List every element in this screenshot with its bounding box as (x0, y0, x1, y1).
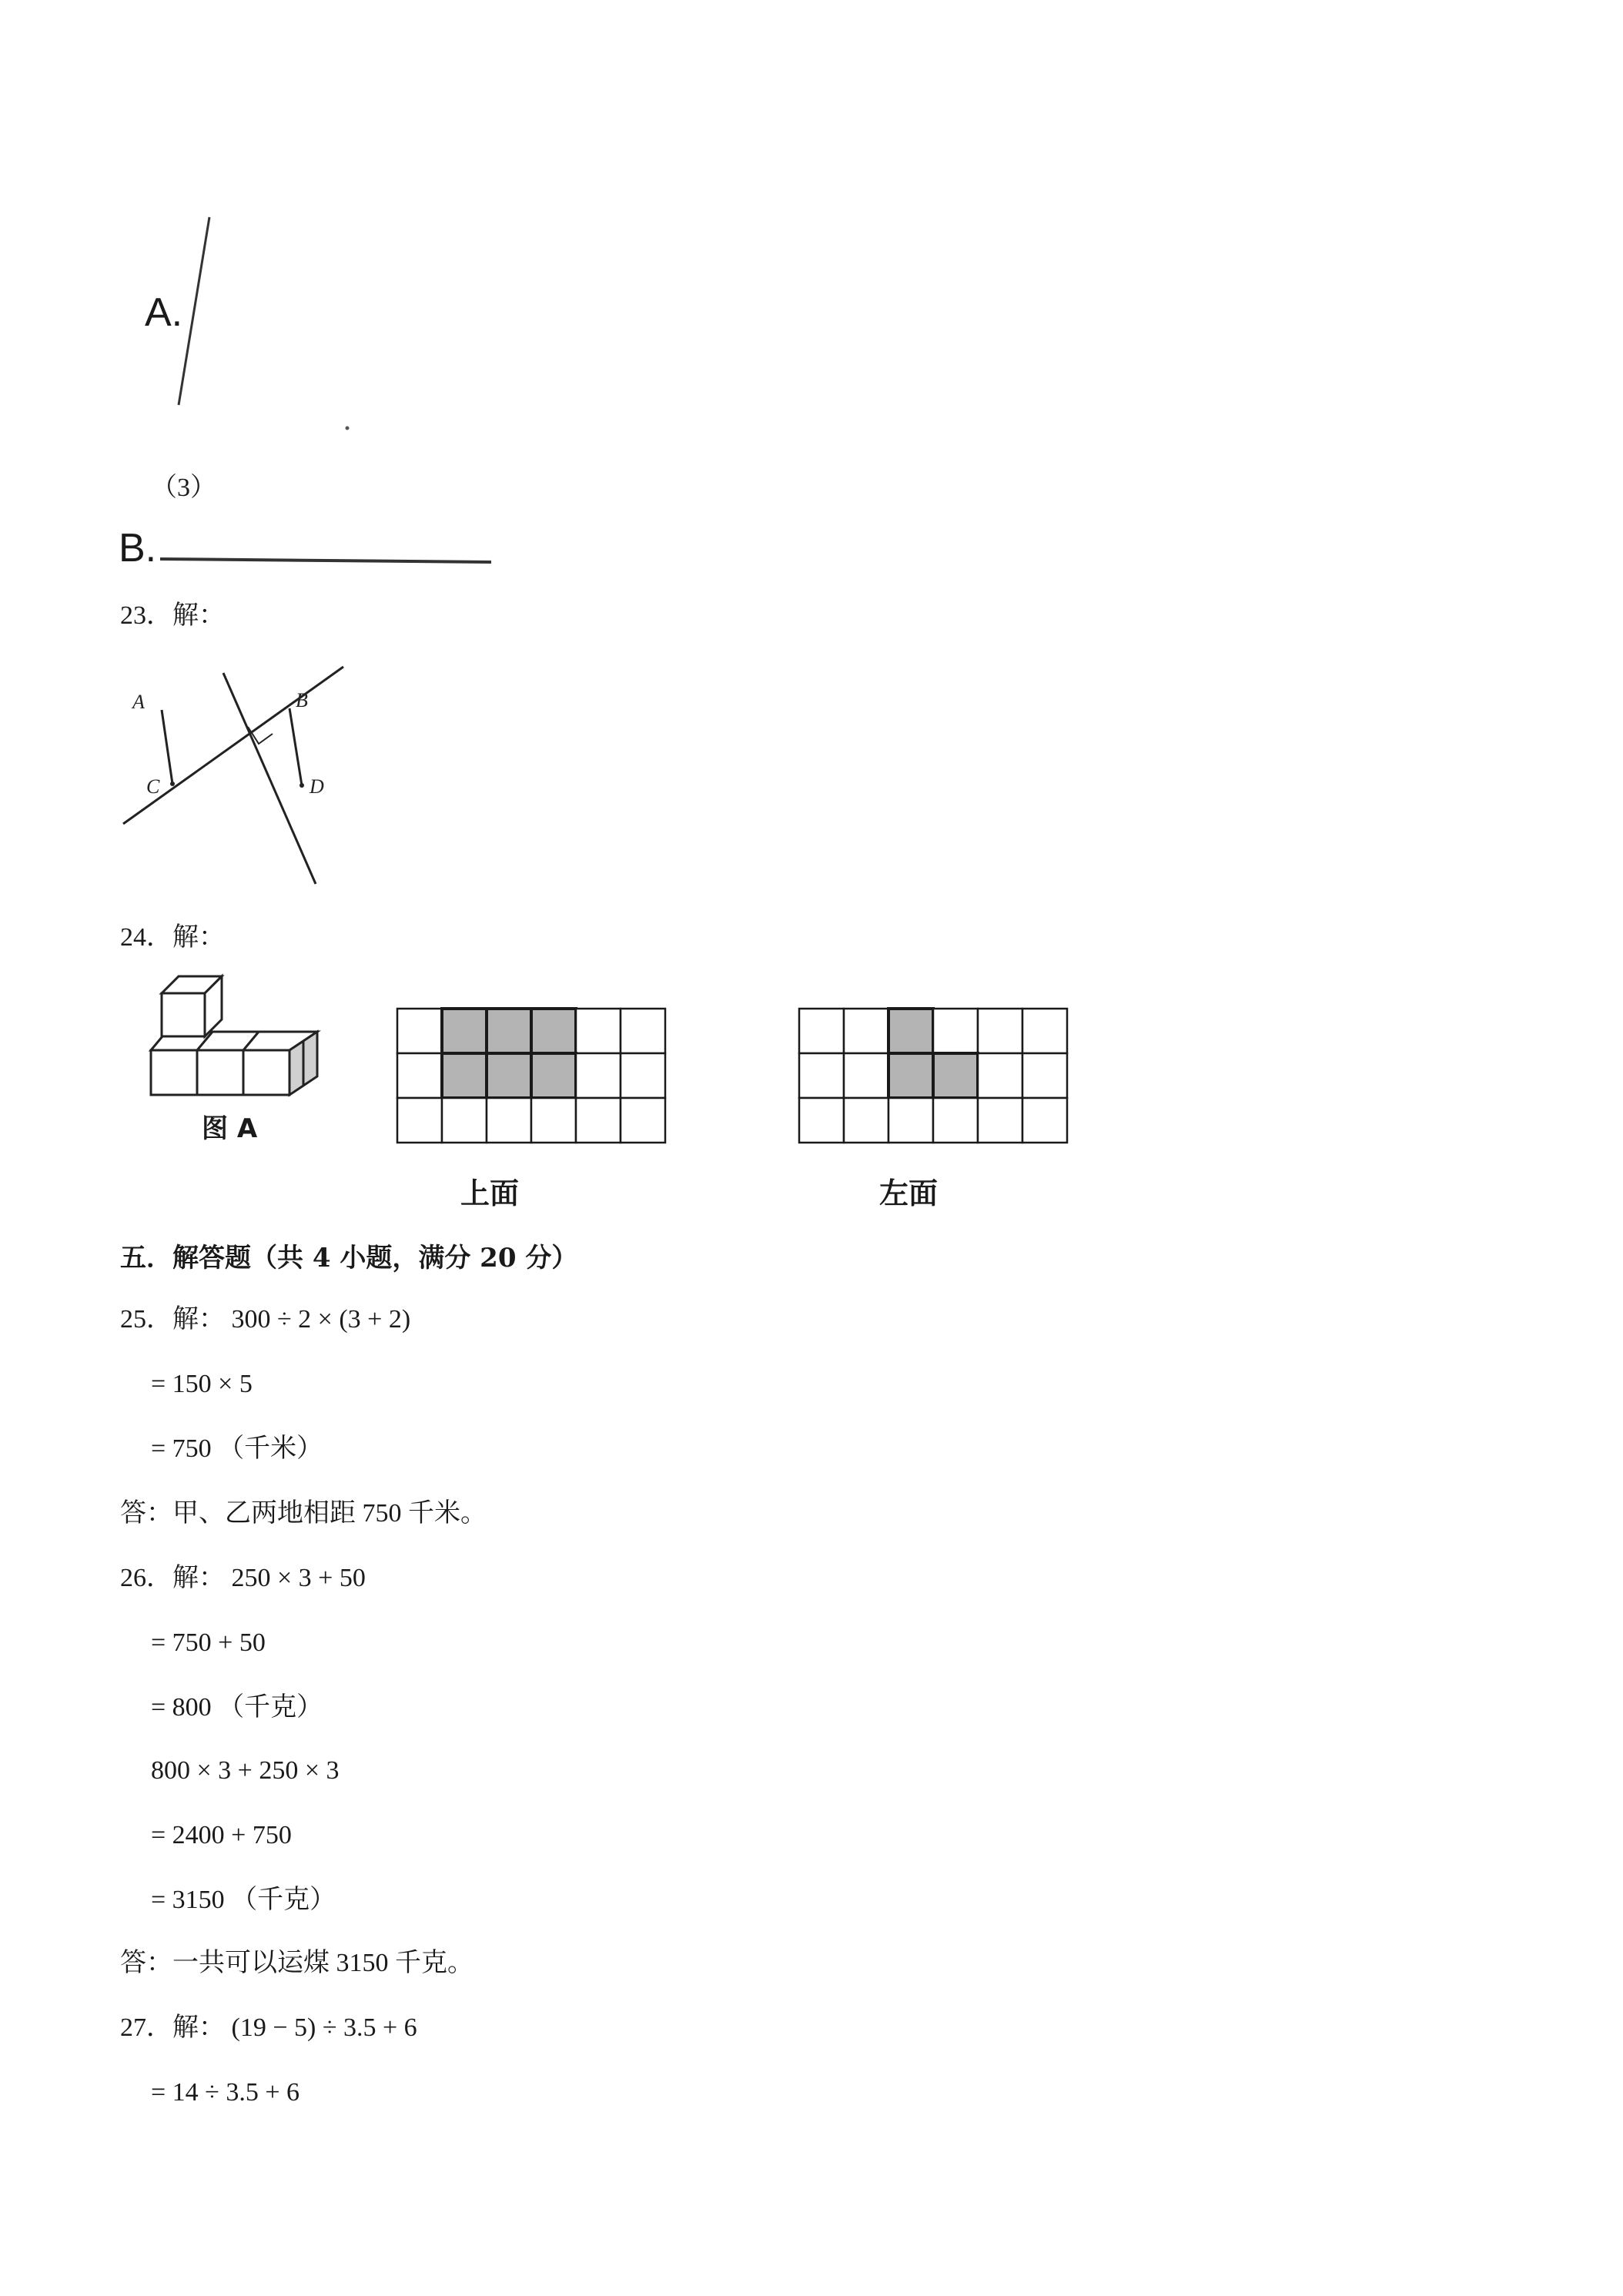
q27-line-1: 27．解： (19 − 5) ÷ 3.5 + 6 (120, 2013, 417, 2042)
figure-a-label: A. (145, 290, 183, 335)
left-view-cell (888, 1053, 933, 1098)
left-view-cell (888, 1009, 933, 1053)
left-view-cell (799, 1053, 844, 1098)
point-c-label: C (146, 775, 160, 798)
left-view-cell (933, 1053, 978, 1098)
left-view-cell (933, 1009, 978, 1053)
section-5-heading: 五．解答题（共 4 小题，满分 20 分） (120, 1243, 578, 1274)
q25-answer: 答：甲、乙两地相距 750 千米。 (120, 1499, 487, 1528)
left-view-cell (888, 1098, 933, 1143)
top-view-caption: 上面 (460, 1176, 520, 1210)
q25-line-2: = 150 × 5 (151, 1370, 253, 1398)
left-view-cell (978, 1098, 1022, 1143)
q26-line-3: = 800 （千克） (151, 1693, 323, 1722)
left-view-cell (844, 1009, 888, 1053)
q26-line-4: 800 × 3 + 250 × 3 (151, 1756, 340, 1785)
point-b-label: B (296, 689, 308, 711)
left-view-cell (933, 1098, 978, 1143)
q25-line-3: = 750 （千米） (151, 1434, 323, 1463)
q26-line-5: = 2400 + 750 (151, 1821, 292, 1849)
cube-figure-caption: 图 A (202, 1113, 258, 1144)
figure-b-part-label: （3） (151, 474, 216, 502)
left-view-cell (844, 1053, 888, 1098)
left-view-cell (799, 1009, 844, 1053)
left-view-cell (978, 1009, 1022, 1053)
left-view-cell (799, 1098, 844, 1143)
left-view-cell (844, 1098, 888, 1143)
q26-line-6: = 3150 （千克） (151, 1886, 336, 1914)
q24-heading: 24．解： (120, 923, 225, 952)
left-view-cell (1022, 1053, 1067, 1098)
q27-line-2: = 14 ÷ 3.5 + 6 (151, 2078, 300, 2107)
left-view-cell (978, 1053, 1022, 1098)
left-view-cell (1022, 1009, 1067, 1053)
q26-line-1: 26．解： 250 × 3 + 50 (120, 1564, 366, 1592)
q23-heading: 23．解： (120, 601, 225, 630)
figure-b-label: B. (119, 526, 157, 571)
left-view-caption: 左面 (879, 1176, 939, 1210)
q26-answer: 答：一共可以运煤 3150 千克。 (120, 1949, 474, 1977)
left-view-cell (1022, 1098, 1067, 1143)
q26-line-2: = 750 + 50 (151, 1628, 266, 1657)
point-d-label: D (310, 775, 324, 798)
point-a-label: A (132, 691, 145, 713)
q25-line-1: 25．解： 300 ÷ 2 × (3 + 2) (120, 1305, 411, 1334)
